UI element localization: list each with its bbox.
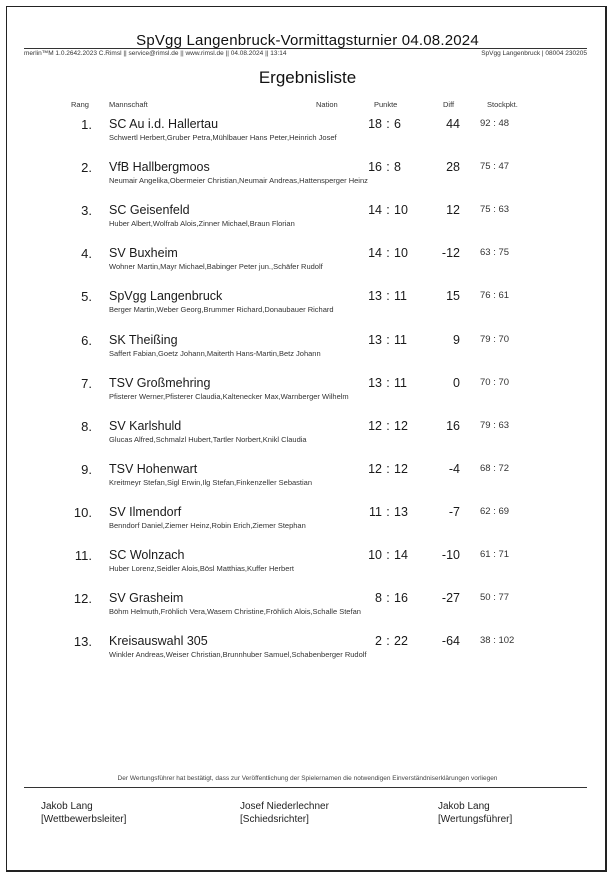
table-row <box>0 160 615 200</box>
diff-cell: 9 <box>453 332 460 347</box>
points-minus: 22 <box>394 634 408 649</box>
rank-cell: 13. <box>73 634 92 650</box>
stockpunkte-cell: 75 : 47 <box>480 161 510 173</box>
team-name: TSV Großmehring <box>109 375 211 390</box>
player-list: Schwertl Herbert,Gruber Petra,Mühlbauer Hans Peter,Heinrich Josef <box>109 133 337 142</box>
player-list: Kreitmeyr Stefan,Sigl Erwin,Ilg Stefan,Finkenzeller Sebastian <box>109 477 313 487</box>
rank-cell: 8. <box>81 418 92 434</box>
stockpunkte-cell: 38 : 102 <box>480 635 515 647</box>
points-plus: 12 <box>368 418 382 433</box>
points-separator: : <box>386 548 390 562</box>
points-separator: : <box>386 203 390 218</box>
points-plus: 14 <box>368 203 382 218</box>
stockpunkte-cell: 62 : 69 <box>480 505 510 517</box>
player-list: Neumair Angelika,Obermeier Christian,Neumair Andreas,Hattensperger Heinz <box>109 176 368 186</box>
signature-schiedsrichter <box>240 800 329 826</box>
team-name: Kreisauswahl 305 <box>109 634 208 649</box>
rank-cell: 3. <box>81 203 92 219</box>
team-name: SV Buxheim <box>109 246 178 261</box>
stockpunkte-cell: 76 : 61 <box>480 290 510 302</box>
player-list: Berger Martin,Weber Georg,Brummer Richard,Donaubauer Richard <box>109 305 334 315</box>
table-row <box>0 419 615 459</box>
points-plus: 16 <box>368 160 382 175</box>
player-list: Huber Lorenz,Seidler Alois,Bösl Matthias,Kuffer Herbert <box>109 564 294 573</box>
points-separator: : <box>386 504 390 519</box>
rank-cell: 1. <box>81 117 92 132</box>
player-list: Winkler Andreas,Weiser Christian,Brunnhuber Samuel,Schabenberger Rudolf <box>109 650 367 660</box>
header-stockpkt: Stockpkt. <box>487 100 518 109</box>
stockpunkte-cell: 63 : 75 <box>480 247 510 259</box>
team-name: SC Geisenfeld <box>109 203 190 218</box>
points-plus: 13 <box>368 332 382 347</box>
points-minus: 6 <box>394 117 401 131</box>
stockpunkte-cell: 50 : 77 <box>480 592 510 604</box>
points-separator: : <box>386 375 390 390</box>
points-plus: 13 <box>368 375 382 390</box>
rank-cell: 10. <box>73 504 92 520</box>
list-title: Ergebnisliste <box>258 68 357 87</box>
diff-cell: 16 <box>446 418 460 433</box>
points-minus: 11 <box>394 375 407 390</box>
points-minus: 16 <box>394 591 408 606</box>
team-name: SV Ilmendorf <box>109 504 182 519</box>
team-name: SC Wolnzach <box>109 548 185 562</box>
player-list: Pfisterer Werner,Pfisterer Claudia,Kaltenecker Max,Warnberger Wilhelm <box>109 391 349 401</box>
header-nation: Nation <box>316 100 338 109</box>
team-name: TSV Hohenwart <box>109 461 198 476</box>
diff-cell: 44 <box>446 117 460 131</box>
points-separator: : <box>386 461 390 476</box>
points-separator: : <box>386 418 390 433</box>
points-minus: 11 <box>394 289 407 304</box>
footer-divider <box>24 787 587 788</box>
player-list: Huber Albert,Wolfrab Alois,Zinner Michael,Braun Florian <box>109 219 295 229</box>
points-plus: 14 <box>368 246 382 261</box>
team-name: SpVgg Langenbruck <box>109 289 223 304</box>
table-row <box>0 203 615 243</box>
table-row <box>0 462 615 502</box>
rank-cell: 9. <box>81 461 92 477</box>
points-plus: 10 <box>368 548 382 562</box>
player-list: Saffert Fabian,Goetz Johann,Maiterth Hans-Martin,Betz Johann <box>109 348 321 358</box>
diff-cell: -4 <box>448 461 460 476</box>
footer-note: Der Wertungsführer hat bestätigt, dass zur Veröffentlichung der Spielernamen die notwendigen Einverständniserklärungen vorliegen <box>117 775 498 782</box>
points-separator: : <box>386 160 390 175</box>
signature-wettbewerbsleiter <box>41 800 126 826</box>
diff-cell: -27 <box>441 591 460 606</box>
player-list: Glucas Alfred,Schmalzl Hubert,Tartler Norbert,Knikl Claudia <box>109 434 307 444</box>
signature-wertungsfuehrer <box>438 800 512 826</box>
points-plus: 12 <box>368 461 382 476</box>
points-plus: 13 <box>368 289 382 304</box>
team-name: SV Grasheim <box>109 591 184 606</box>
table-row <box>0 634 615 674</box>
header-divider <box>24 48 587 49</box>
signature-name: Jakob Lang <box>41 801 93 812</box>
table-row <box>0 289 615 329</box>
points-separator: : <box>386 591 390 606</box>
rank-cell: 11. <box>74 548 92 563</box>
rank-cell: 6. <box>81 332 92 348</box>
player-list: Wohner Martin,Mayr Michael,Babinger Peter jun.,Schäfer Rudolf <box>109 262 323 272</box>
stockpunkte-cell: 68 : 72 <box>480 462 510 474</box>
diff-cell: 15 <box>446 289 460 304</box>
team-name: SC Au i.d. Hallertau <box>109 117 219 131</box>
points-plus: 18 <box>368 117 382 131</box>
header-mannschaft: Mannschaft <box>109 100 148 109</box>
points-minus: 13 <box>394 504 408 519</box>
stockpunkte-cell: 75 : 63 <box>480 204 510 216</box>
meta-left: merlin™M 1.0.2642.2023 C.Rimsl || service@rimsl.de || www.rimsl.de || 04.08.2024 || 13:14 <box>24 50 287 57</box>
stockpunkte-cell: 79 : 70 <box>480 333 510 345</box>
meta-right: SpVgg Langenbruck | 08004 230205 <box>481 50 587 57</box>
team-name: SV Karlshuld <box>109 418 182 433</box>
table-row <box>0 333 615 373</box>
diff-cell: -12 <box>441 246 460 261</box>
table-row <box>0 246 615 286</box>
table-row <box>0 505 615 545</box>
diff-cell: -7 <box>448 504 460 519</box>
signature-name: Josef Niederlechner <box>240 801 329 812</box>
points-separator: : <box>386 289 390 304</box>
points-minus: 10 <box>394 203 408 218</box>
points-separator: : <box>386 634 390 649</box>
diff-cell: 28 <box>446 160 460 175</box>
stockpunkte-cell: 92 : 48 <box>480 118 510 129</box>
signature-role: [Wertungsführer] <box>438 814 513 825</box>
meta-line <box>24 50 587 60</box>
diff-cell: 12 <box>446 203 460 218</box>
rank-cell: 5. <box>81 289 92 305</box>
points-separator: : <box>386 332 390 347</box>
table-row <box>0 591 615 631</box>
points-minus: 8 <box>394 160 401 175</box>
points-minus: 12 <box>394 461 408 476</box>
points-minus: 10 <box>394 246 408 261</box>
header-diff: Diff <box>443 100 455 109</box>
diff-cell: -10 <box>441 548 460 562</box>
points-plus: 8 <box>375 591 382 606</box>
stockpunkte-cell: 70 : 70 <box>480 376 510 388</box>
points-separator: : <box>386 117 390 131</box>
team-name: SK Theißing <box>109 332 178 347</box>
points-minus: 12 <box>394 418 408 433</box>
points-minus: 14 <box>394 548 408 562</box>
table-row <box>0 376 615 416</box>
rank-cell: 2. <box>81 160 92 176</box>
page-title: SpVgg Langenbruck-Vormittagsturnier 04.08.2024 <box>136 32 479 49</box>
points-plus: 11 <box>369 504 382 519</box>
player-list: Benndorf Daniel,Ziemer Heinz,Robin Erich,Ziemer Stephan <box>109 520 306 530</box>
rank-cell: 7. <box>81 375 92 391</box>
header-rang: Rang <box>71 100 89 109</box>
diff-cell: -64 <box>441 634 460 649</box>
points-minus: 11 <box>394 332 407 347</box>
points-separator: : <box>386 246 390 261</box>
player-list: Böhm Helmuth,Fröhlich Vera,Wasem Christine,Fröhlich Alois,Schalle Stefan <box>109 607 361 617</box>
points-plus: 2 <box>375 634 382 649</box>
diff-cell: 0 <box>453 375 460 390</box>
signature-name: Jakob Lang <box>438 801 490 812</box>
signature-role: [Schiedsrichter] <box>240 814 309 825</box>
signature-role: [Wettbewerbsleiter] <box>41 814 127 825</box>
team-name: VfB Hallbergmoos <box>109 160 210 175</box>
rank-cell: 12. <box>73 591 92 607</box>
stockpunkte-cell: 61 : 71 <box>480 549 510 560</box>
rank-cell: 4. <box>81 246 92 262</box>
header-punkte: Punkte <box>374 100 398 109</box>
stockpunkte-cell: 79 : 63 <box>480 419 510 431</box>
table-row <box>0 548 615 588</box>
table-row <box>0 117 615 157</box>
